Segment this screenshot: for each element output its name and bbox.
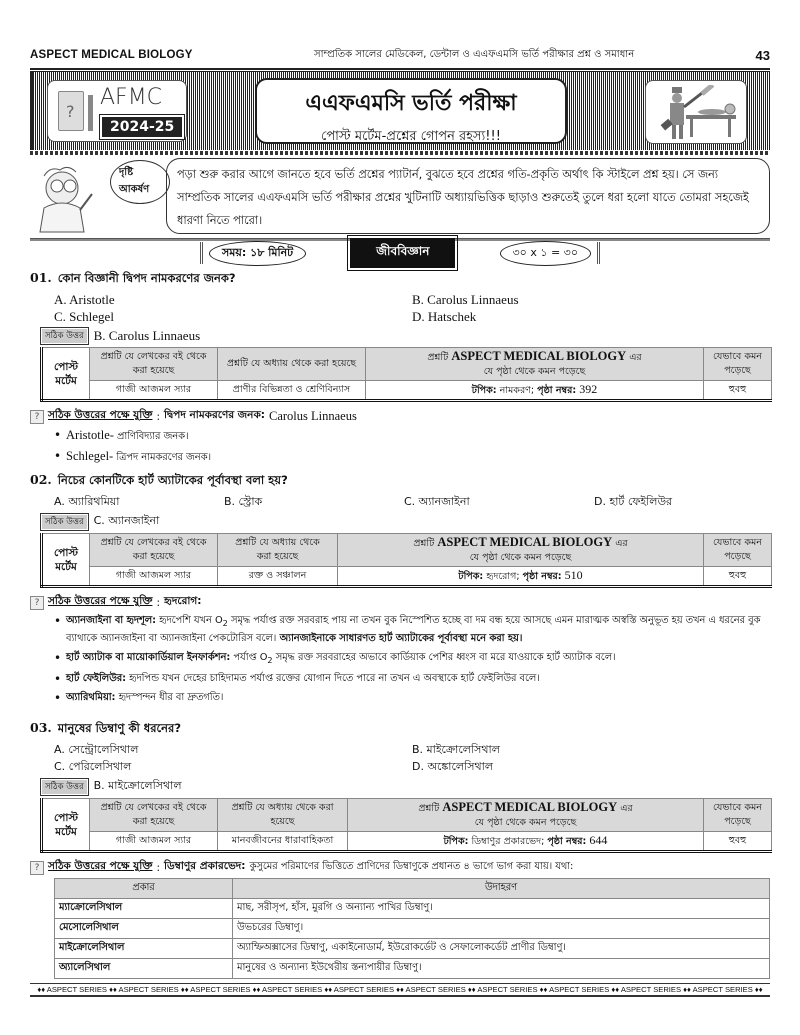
reasoning-point: • Schlegel- ত্রিপদ নামকরণের জনক। [54, 448, 770, 466]
correct-answer-badge: সঠিক উত্তর [40, 513, 89, 531]
question-mark-icon: ? [30, 410, 44, 424]
reasoning-topic: ডিম্বাণুর প্রকারভেদ: [163, 860, 246, 872]
reasoning-point: • অ্যারিথমিয়া: হৃদস্পন্দন ধীর বা দ্রুতগতি। [54, 690, 770, 706]
reasoning-topic: হৃদরোগ: [163, 595, 202, 607]
book-title: ASPECT MEDICAL BIOLOGY [30, 49, 193, 61]
option-c: C. অ্যানজাইনা [404, 495, 470, 508]
col-chapter-header: প্রশ্নটি যে অধ্যায় থেকে করা হয়েছে [218, 348, 366, 381]
col-chapter-header: প্রশ্নটি যে অধ্যায় থেকে করা হয়েছে [218, 799, 348, 832]
header-subtitle: সাম্প্রতিক সালের মেডিকেল, ডেন্টাল ও এএফএমসি ভর্তি পরীক্ষার প্রশ্ন ও সমাধান [313, 48, 635, 60]
banner-title-box [255, 78, 567, 144]
col-how-header: যেভাবে কমন পড়েছে [704, 534, 772, 567]
exam-logo-title: AFMC [100, 85, 163, 110]
running-header [30, 46, 770, 64]
correct-answer [30, 512, 770, 531]
table-row: মেসোলেসিথাল উভচরের ডিম্বাণু। [55, 919, 770, 939]
option-b: B. মাইক্রোলেসিথাল [412, 743, 500, 756]
exam-logo [47, 80, 187, 142]
option-b: B. স্ট্রোক [224, 495, 263, 508]
scientist-illustration [30, 158, 170, 238]
page-cell: টপিক: ডিম্বাণুর প্রকারভেদ; পৃষ্ঠা নম্বর: 644 [348, 832, 704, 852]
question-text: নিচের কোনটিকে হার্ট অ্যাটাকের পূর্বাবস্থা বলা হয়? [57, 473, 288, 487]
col-author-header: প্রশ্নটি যে লেখকের বই থেকে করা হয়েছে [90, 534, 218, 567]
how-cell: হুবহু [704, 381, 772, 401]
correct-answer-badge: সঠিক উত্তর [40, 327, 89, 345]
reasoning-points [30, 613, 770, 706]
question-mark-icon: ? [30, 596, 44, 610]
marks-badge: ৩০ x ১ = ৩০ [500, 241, 591, 266]
correct-answer-text: B. Carolus Linnaeus [93, 328, 201, 343]
reasoning-point: • হার্ট ফেইলিউর: হৃদপিন্ড যখন দেহের চাহিদামত পর্যাপ্ত রক্তের যোগান দিতে পারে না তখন এ অবস্থাকে হার্ট ফেইলিউর বলে। [54, 671, 770, 687]
options [30, 741, 770, 775]
how-cell: হুবহু [704, 832, 772, 852]
reasoning-heading: ? সঠিক উত্তরের পক্ষে যুক্তি : হৃদরোগ: [30, 594, 770, 611]
post-mortem-label: পোস্ট মর্টেম [42, 799, 90, 852]
scientist-icon [30, 158, 120, 238]
reasoning-heading: ? সঠিক উত্তরের পক্ষে যুক্তি : ডিম্বাণুর প্রকারভেদ: কুসুমের পরিমাণের ভিত্তিতে প্রাণিদের ডিম্বাণুকে প্রধানত ৪ ভাগে ভাগ করা যায়। যথা: [30, 859, 770, 876]
question-text: মানুষের ডিম্বাণু কী ধরনের? [57, 721, 182, 735]
table-row: ম্যাক্রোলেসিথাল মাছ, সরীসৃপ, হাঁস, মুরগি ও অন্যান্য পাখির ডিম্বাণু। [55, 899, 770, 919]
question-3 [30, 720, 770, 979]
page-cell: টপিক: হৃদরোগ; পৃষ্ঠা নম্বর: 510 [338, 567, 704, 587]
question-1 [30, 270, 770, 469]
question-mark-icon: ? [30, 861, 44, 875]
time-badge: সময়: ১৮ মিনিট [209, 241, 306, 266]
reasoning-topic: দ্বিপদ নামকরণের জনক: [163, 409, 265, 421]
post-mortem-label: পোস্ট মর্টেম [42, 348, 90, 401]
option-c: C. পেরিলেসিথাল [54, 760, 132, 773]
col-chapter-header: প্রশ্নটি যে অধ্যায় থেকে করা হয়েছে [218, 534, 338, 567]
question-text: কোন বিজ্ঞানী দ্বিপদ নামকরণের জনক? [57, 271, 236, 285]
post-mortem-table [40, 533, 772, 588]
option-b: B. Carolus Linnaeus [412, 292, 519, 307]
chapter-cell: রক্ত ও সঞ্চালন [218, 567, 338, 587]
option-d: D. অঙ্কোলেসিথাল [412, 760, 494, 773]
ovum-types-table [54, 878, 770, 979]
reasoning-text: কুসুমের পরিমাণের ভিত্তিতে প্রাণিদের ডিম্বাণুকে প্রধানত ৪ ভাগে ভাগ করা যায়। যথা: [249, 861, 574, 872]
how-cell: হুবহু [704, 567, 772, 587]
correct-answer [30, 327, 770, 345]
banner-tagline: পোস্ট মর্টেম-প্রশ্নের গোপন রহস্য!!! [321, 129, 501, 144]
reasoning-point: • Aristotle- প্রাণিবিদ্যার জনক। [54, 427, 770, 445]
col-page-header: প্রশ্নটি ASPECT MEDICAL BIOLOGY এর যে পৃষ্ঠা থেকে কমন পড়েছে [366, 348, 704, 381]
correct-answer [30, 777, 770, 796]
reasoning-label: সঠিক উত্তরের পক্ষে যুক্তি [48, 595, 153, 607]
surgeon-icon [654, 85, 740, 141]
question-number: 02. [30, 472, 52, 487]
exam-meta [200, 242, 600, 264]
author-cell: গাজী আজমল স্যার [90, 567, 218, 587]
reasoning-label: সঠিক উত্তরের পক্ষে যুক্তি [48, 860, 153, 872]
series-footer: ♦♦ ASPECT SERIES ♦♦ ASPECT SERIES ♦♦ ASPECT SERIES ♦♦ ASPECT SERIES ♦♦ ASPECT SERIES ♦♦ ASPECT SERIES ♦♦ ASPECT SERIES ♦♦ ASPECT SERIES ♦♦ ASPECT SERIES ♦♦ ASPECT SERIES ♦♦ [30, 983, 770, 997]
question-number: 01. [30, 270, 52, 285]
type-header: প্রকার [55, 879, 233, 899]
dashed-rule [30, 151, 770, 155]
options [30, 493, 770, 510]
options [30, 291, 770, 325]
col-author-header: প্রশ্নটি যে লেখকের বই থেকে করা হয়েছে [90, 799, 218, 832]
banner-title: এএফএমসি ভর্তি পরীক্ষা [305, 91, 517, 116]
exam-year: 2024-25 [100, 115, 184, 139]
chapter-cell: প্রাণীর বিভিন্নতা ও শ্রেণিবিন্যাস [218, 381, 366, 401]
author-cell: গাজী আজমল স্যার [90, 381, 218, 401]
post-mortem-table [40, 798, 772, 853]
pencil-icon [88, 95, 93, 131]
table-row: অ্যালেসিথাল মানুষের ও অন্যান্য ইউথেরীয় স্তন্যপায়ীর ডিম্বাণু। [55, 959, 770, 979]
surgeon-illustration [645, 80, 747, 144]
reasoning-point: • হার্ট অ্যাটাক বা মায়োকার্ডিয়াল ইনফার্কশন: পর্যাপ্ত $O_2$ সমৃদ্ধ রক্ত সরবরাহের অভাবে কার্ডিয়াক পেশির ধ্বংস বা মরে যাওয়াকে হার্ট অ্যাটাক বলে। [54, 650, 770, 668]
col-author-header: প্রশ্নটি যে লেখকের বই থেকে করা হয়েছে [90, 348, 218, 381]
reasoning-heading: ? সঠিক উত্তরের পক্ষে যুক্তি : দ্বিপদ নামকরণের জনক: Carolus Linnaeus [30, 408, 770, 425]
col-page-header: প্রশ্নটি ASPECT MEDICAL BIOLOGY এর যে পৃষ্ঠা থেকে কমন পড়েছে [338, 534, 704, 567]
reasoning-value: Carolus Linnaeus [269, 409, 357, 423]
table-row: মাইক্রোলেসিথাল অ্যাম্ফিঅক্সাসের ডিম্বাণু, একাইনোডার্ম, ইউরোকর্ডেট ও সেফালোকর্ডেট প্রাণীর ডিম্বাণু। [55, 939, 770, 959]
question-document-icon: ? [58, 91, 84, 131]
option-d: D. হার্ট ফেইলিউর [594, 495, 673, 508]
post-mortem-table [40, 347, 772, 402]
example-header: উদাহরণ [233, 879, 770, 899]
subject-badge: জীববিজ্ঞান [350, 238, 455, 268]
col-page-header: প্রশ্নটি ASPECT MEDICAL BIOLOGY এর যে পৃষ্ঠা থেকে কমন পড়েছে [348, 799, 704, 832]
attention-label: দৃষ্টি আকর্ষণ [110, 160, 170, 204]
option-a: A. অ্যারিথমিয়া [54, 495, 120, 508]
reasoning-label: সঠিক উত্তরের পক্ষে যুক্তি [48, 409, 153, 421]
question-number: 03. [30, 720, 52, 735]
col-how-header: যেভাবে কমন পড়েছে [704, 348, 772, 381]
correct-answer-text: C. অ্যানজাইনা [93, 514, 160, 527]
option-c: C. Schlegel [54, 309, 114, 324]
chapter-banner [30, 72, 770, 150]
correct-answer-badge: সঠিক উত্তর [40, 778, 89, 796]
option-a: A. সেন্ট্রোলেসিথাল [54, 743, 139, 756]
page-number: 43 [755, 47, 770, 63]
post-mortem-label: পোস্ট মর্টেম [42, 534, 90, 587]
author-cell: গাজী আজমল স্যার [90, 832, 218, 852]
option-d: D. Hatschek [412, 309, 477, 324]
attention-text: পড়া শুরু করার আগে জানতে হবে ভর্তি প্রশ্নের প্যাটার্ন, বুঝতে হবে প্রশ্নের গতি-প্রকৃতি অর্থাৎ কি স্টাইলে প্রশ্ন হয়। সে জন্য সাম্প্রতিক সালের এএফএমসি ভর্তি পরীক্ষার প্রশ্নের খুটিনাটি অধ্যায়ভিত্তিক ছাড়াও শুরুতেই তুলে ধরা হলো যাতে তোমরা সহজেই ধারণা নিতে পারো। [166, 158, 770, 234]
chapter-cell: মানবজীবনের ধারাবাহিকতা [218, 832, 348, 852]
reasoning-point: • অ্যানজাইনা বা হৃদশূল: হৃদপেশি যখন $O_2$ সমৃদ্ধ পর্যাপ্ত রক্ত সরবরাহ পায় না তখন বুক নিস্পেশিত হচ্ছে বা দম বন্ধ হয়ে আসছে এমন মারাত্মক অস্বস্তি অনুভূত হয় তখন এ ধরনের বুক ব্যাথাকে অ্যানজাইনা বা অ্যানজাইনা পেকটোরিস বলে। অ্যানজাইনাকে সাধারণত হার্ট অ্যাটাকের পূর্বাবস্থা মনে করা হয়। [54, 613, 770, 647]
correct-answer-text: B. মাইক্রোলেসিথাল [93, 779, 182, 792]
question-2 [30, 472, 770, 709]
attention-section [30, 158, 770, 238]
page-cell: টপিক: নামকরণ; পৃষ্ঠা নম্বর: 392 [366, 381, 704, 401]
reasoning-points [30, 427, 770, 466]
col-how-header: যেভাবে কমন পড়েছে [704, 799, 772, 832]
option-a: A. Aristotle [54, 292, 115, 307]
